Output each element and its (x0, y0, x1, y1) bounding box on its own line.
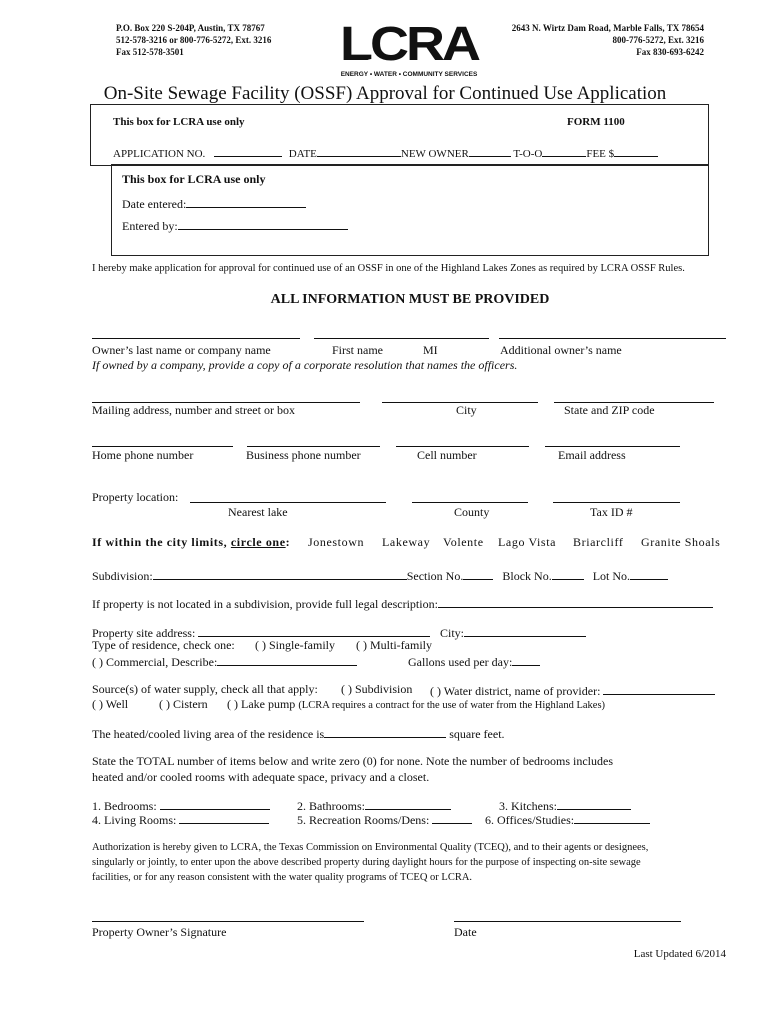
entered-by-field[interactable] (178, 217, 348, 230)
signature-date-label: Date (454, 925, 477, 939)
entered-by-row (122, 217, 348, 234)
property-location-label: Property location: (92, 490, 179, 504)
date-label: DATE (288, 148, 317, 160)
owner-signature-field[interactable] (92, 921, 364, 922)
legal-description-row (92, 595, 713, 612)
owner-signature-label: Property Owner’s Signature (92, 925, 227, 939)
well-option[interactable]: ( ) Well (92, 697, 129, 711)
authorization-line-3: facilities, or for any reason consistent with the water quality programs of TCEQ or LCRA. (92, 872, 473, 883)
living-rooms-label: 4. Living Rooms: (92, 813, 177, 827)
section-field[interactable] (463, 567, 493, 580)
lot-label: Lot No. (592, 569, 631, 583)
authorization-line-1: Authorization is hereby given to LCRA, the Texas Commission on Environmental Quality (TCEQ), and to their agents or designees, (92, 842, 649, 853)
single-family-option[interactable]: ( ) Single-family (255, 638, 335, 652)
entered-by-label: Entered by: (122, 219, 178, 233)
legal-description-label: If property is not located in a subdivision, provide full legal description: (92, 597, 438, 611)
gallons-field[interactable] (512, 653, 540, 666)
business-phone-field[interactable] (247, 446, 380, 447)
block-label: Block No. (502, 569, 552, 583)
state-zip-label: State and ZIP code (564, 403, 655, 417)
recreation-rooms-field[interactable] (432, 811, 472, 824)
bathrooms-field[interactable] (365, 797, 451, 810)
living-rooms-field[interactable] (179, 811, 269, 824)
additional-owner-field[interactable] (499, 338, 726, 339)
living-area-row (92, 725, 505, 742)
city-lakeway[interactable]: Lakeway (382, 535, 431, 549)
all-info-heading: ALL INFORMATION MUST BE PROVIDED (270, 292, 550, 307)
kitchens-field[interactable] (557, 797, 631, 810)
owner-last-name-label: Owner’s last name or company name (92, 343, 271, 357)
additional-owner-label: Additional owner’s name (500, 343, 622, 357)
mailing-address-label: Mailing address, number and street or box (92, 403, 295, 417)
site-address-label: Property site address: (92, 626, 196, 640)
city-briarcliff[interactable]: Briarcliff (573, 535, 624, 549)
date-entered-row (122, 195, 306, 212)
site-city-row (440, 624, 586, 641)
site-city-label: City: (440, 626, 465, 640)
city-granite-shoals[interactable]: Granite Shoals (641, 535, 721, 549)
commercial-row (92, 653, 357, 670)
last-updated: Last Updated 6/2014 (633, 948, 726, 960)
legal-description-field[interactable] (438, 595, 713, 608)
cell-phone-label: Cell number (417, 448, 477, 462)
nearest-lake-label: Nearest lake (228, 505, 288, 519)
city-lago-vista[interactable]: Lago Vista (498, 535, 557, 549)
home-phone-field[interactable] (92, 446, 233, 447)
block-field[interactable] (552, 567, 584, 580)
application-no-field[interactable] (214, 144, 282, 157)
residence-type-label: Type of residence, check one: (92, 638, 235, 652)
city-label: City (456, 403, 477, 417)
city-jonestown[interactable]: Jonestown (308, 535, 365, 549)
lot-field[interactable] (630, 567, 668, 580)
lcra-logo-tagline: ENERGY • WATER • COMMUNITY SERVICES (340, 71, 478, 78)
city-limits-label: If within the city limits, (92, 535, 231, 549)
site-address-field[interactable] (198, 624, 430, 637)
recreation-rooms-row (297, 811, 472, 828)
lake-pump-option[interactable]: ( ) Lake pump (227, 697, 296, 711)
lcra-box-1-fields (113, 144, 658, 160)
lcra-box-2-label: This box for LCRA use only (122, 172, 266, 186)
page-title: On-Site Sewage Facility (OSSF) Approval for Continued Use Application (103, 83, 667, 104)
too-field[interactable] (542, 144, 586, 157)
fee-field[interactable] (614, 144, 658, 157)
lcra-logo (338, 17, 480, 82)
owner-last-name-field[interactable] (92, 338, 300, 339)
living-rooms-row (92, 811, 269, 828)
too-label: T-O-O (513, 148, 543, 160)
tax-id-field[interactable] (553, 502, 680, 503)
new-owner-field[interactable] (469, 144, 511, 157)
commercial-option[interactable]: ( ) Commercial, Describe: (92, 655, 218, 669)
email-field[interactable] (545, 446, 680, 447)
owner-first-name-field[interactable] (314, 338, 489, 339)
water-wave-icon (364, 58, 394, 72)
gallons-row (408, 653, 540, 670)
city-limits-row (92, 535, 290, 550)
new-owner-label: NEW OWNER (400, 148, 469, 160)
county-label: County (454, 505, 490, 519)
city-limits-colon: : (285, 535, 291, 549)
site-city-field[interactable] (464, 624, 586, 637)
home-phone-label: Home phone number (92, 448, 194, 462)
lake-pump-row (227, 697, 605, 712)
water-subdivision-option[interactable]: ( ) Subdivision (341, 682, 413, 696)
owner-first-name-label: First name (332, 343, 383, 357)
section-label: Section No. (406, 569, 464, 583)
owner-mi-label: MI (423, 343, 438, 357)
subdivision-label: Subdivision: (92, 569, 153, 583)
fee-label: FEE $ (586, 148, 615, 160)
bedrooms-label: 1. Bedrooms: (92, 799, 157, 813)
subdivision-row (92, 567, 668, 584)
multi-family-option[interactable]: ( ) Multi-family (356, 638, 432, 652)
bathrooms-label: 2. Bathrooms: (297, 799, 365, 813)
living-area-unit: square feet. (449, 727, 505, 741)
date-entered-label: Date entered: (122, 197, 187, 211)
circle-one-label: circle one (230, 535, 286, 549)
bedrooms-field[interactable] (160, 797, 270, 810)
offices-field[interactable] (574, 811, 650, 824)
corporate-note: If owned by a company, provide a copy of a corporate resolution that names the officers. (92, 358, 518, 372)
intro-text: I hereby make application for approval for continued use of an OSSF in one of the Highland Lakes Zones as required by LCRA OSSF Rules. (92, 263, 685, 274)
lcra-logo-wordmark: LCRA (340, 17, 478, 71)
items-instructions (92, 753, 613, 785)
living-area-field[interactable] (324, 725, 446, 738)
lcra-box-1-label: This box for LCRA use only (113, 116, 245, 128)
business-phone-label: Business phone number (246, 448, 361, 462)
authorization-line-2: singularly or jointly, to enter upon the above described property during daylight hours for the purpose of inspecting on-site sewage (92, 857, 641, 868)
recreation-rooms-label: 5. Recreation Rooms/Dens: (297, 813, 430, 827)
email-label: Email address (558, 448, 626, 462)
gallons-label: Gallons used per day: (408, 655, 513, 669)
water-district-option[interactable]: ( ) Water district, name of provider: (430, 684, 601, 698)
cistern-option[interactable]: ( ) Cistern (159, 697, 208, 711)
county-field[interactable] (412, 502, 528, 503)
header-right-address: 2643 N. Wirtz Dam Road, Marble Falls, TX 78654 800-776-5272, Ext. 3216 Fax 830-693-6242 (511, 23, 704, 57)
water-provider-field[interactable] (603, 682, 715, 695)
nearest-lake-field[interactable] (190, 502, 386, 503)
form-number: FORM 1100 (567, 116, 625, 128)
tax-id-label: Tax ID # (590, 505, 633, 519)
living-area-label: The heated/cooled living area of the residence is (92, 727, 325, 741)
water-source-label: Source(s) of water supply, check all that apply: (92, 682, 318, 696)
lake-pump-note: (LCRA requires a contract for the use of water from the Highland Lakes) (298, 700, 606, 711)
header-left-address: P.O. Box 220 S-204P, Austin, TX 78767 512-578-3216 or 800-776-5272, Ext. 3216 Fax 512-578-3501 (116, 23, 272, 57)
date-entered-field[interactable] (186, 195, 306, 208)
kitchens-label: 3. Kitchens: (499, 799, 557, 813)
commercial-describe-field[interactable] (217, 653, 357, 666)
items-instructions-line-1: State the TOTAL number of items below and write zero (0) for none. Note the number of bedrooms includes (92, 754, 614, 768)
authorization-text (92, 840, 648, 885)
cell-phone-field[interactable] (396, 446, 529, 447)
signature-date-field[interactable] (454, 921, 681, 922)
items-instructions-line-2: heated and/or cooled rooms with adequate space, privacy and a closet. (92, 770, 430, 784)
offices-row (485, 811, 650, 828)
date-field[interactable] (317, 144, 401, 157)
application-no-label: APPLICATION NO. (113, 148, 206, 160)
city-volente[interactable]: Volente (443, 535, 484, 549)
offices-label: 6. Offices/Studies: (485, 813, 575, 827)
subdivision-field[interactable] (153, 567, 407, 580)
